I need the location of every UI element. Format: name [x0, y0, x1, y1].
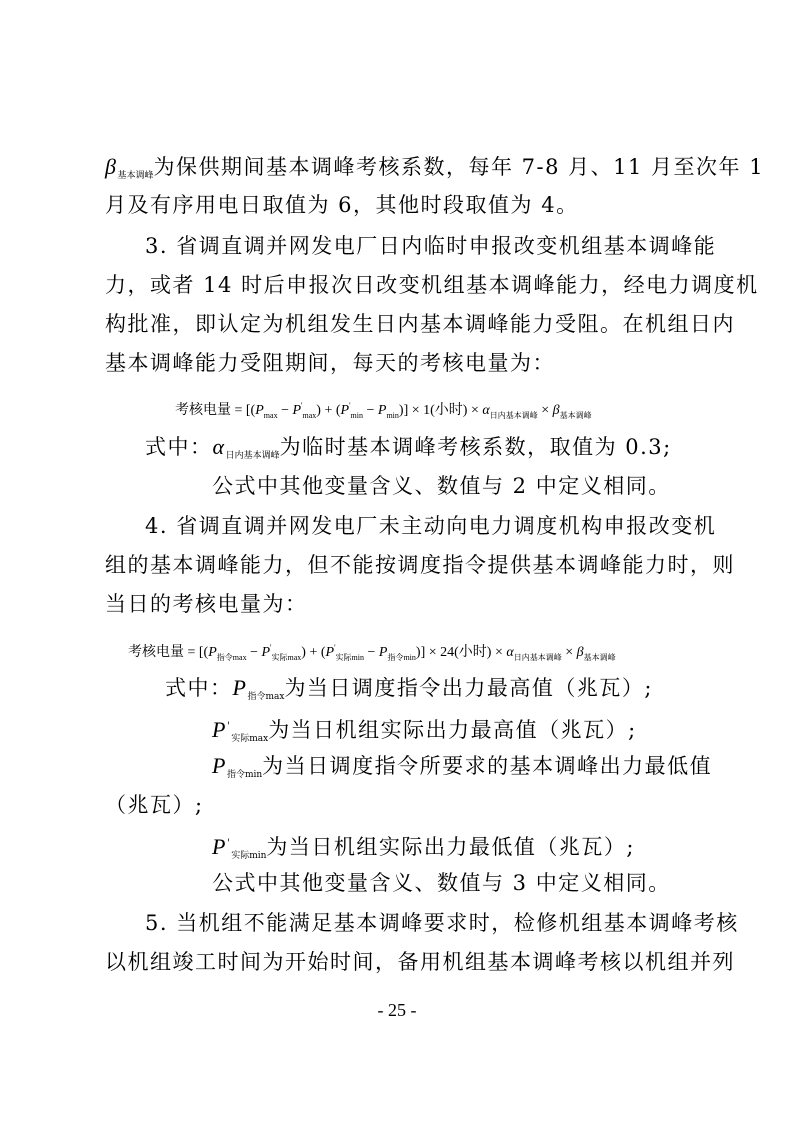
p-subscript: 实际max [231, 734, 269, 744]
line-text: （兆瓦）; [105, 793, 204, 817]
line-text: 公式中其他变量含义、数值与 2 中定义相同。 [212, 474, 671, 498]
line-text: 为当日机组实际出力最高值（兆瓦）; [268, 718, 637, 742]
formula-var: P [340, 403, 350, 418]
formula-var: P [378, 645, 388, 660]
alpha-symbol: α [212, 434, 226, 459]
formula-beta: β [552, 403, 560, 418]
line-text: 当日的考核电量为： [105, 592, 308, 616]
line-text: 3. 省调直调并网发电厂日内临时申报改变机组基本调峰能 [145, 234, 717, 258]
formula-sub: 实际min [335, 653, 364, 662]
paragraph-line [105, 190, 695, 220]
formula-sub: 指令min [387, 653, 416, 662]
line-prefix: 式中： [145, 435, 213, 459]
formula-var: P [377, 403, 387, 418]
paragraph-line [105, 270, 759, 300]
formula-sub: max [302, 411, 317, 420]
line-text: 基本调峰能力受阻期间，每天的考核电量为： [105, 351, 555, 375]
formula-sub: 实际max [271, 653, 302, 662]
formula-var: P [261, 645, 271, 660]
p-symbol: P [212, 717, 227, 742]
paragraph-line: $P'_{实际min}$为当日机组实际出力最低值（兆瓦）; [212, 834, 635, 861]
formula-var: P [255, 403, 264, 418]
formula-sub: 基本调峰 [559, 411, 592, 420]
line-text: 为临时基本调峰考核系数，取值为 0.3; [279, 435, 672, 459]
paragraph-line [212, 751, 794, 790]
formula-beta: β [576, 645, 584, 660]
formula-alpha: α [482, 403, 490, 418]
formula-sub: 指令max [216, 653, 247, 662]
p-subscript: 实际min [231, 851, 267, 861]
paragraph-line [105, 589, 695, 619]
p-symbol: P [212, 834, 227, 859]
line-text: 以机组竣工时间为开始时间，备用机组基本调峰考核以机组并列 [105, 950, 735, 974]
line-text: 构批准，即认定为机组发生日内基本调峰能力受阻。在机组日内 [105, 312, 735, 336]
beta-symbol: β [105, 154, 118, 179]
alpha-subscript: 日内基本调峰 [225, 451, 280, 461]
formula-sub: max [263, 411, 278, 420]
page-number: - 25 - [377, 1000, 417, 1020]
paragraph-line [105, 947, 735, 977]
formula-var: P [325, 645, 335, 660]
paragraph-line [212, 471, 794, 501]
paragraph-line [105, 348, 695, 378]
p-symbol: P [212, 753, 227, 778]
p-subscript: 指令max [247, 692, 285, 702]
formula-sub: min [350, 411, 363, 420]
paragraph-line [212, 868, 794, 898]
formula-sub: 基本调峰 [583, 653, 616, 662]
line-text: 为当日调度指令出力最高值（兆瓦）; [284, 676, 654, 700]
paragraph-line [105, 790, 695, 820]
line-text: 月及有序用电日取值为 6，其他时段取值为 4。 [105, 193, 579, 217]
line-text: 力，或者 14 时后申报次日改变机组基本调峰能力，经电力调度机 [105, 273, 759, 297]
paragraph-line: $P'_{实际max}$为当日机组实际出力最高值（兆瓦）; [212, 717, 637, 744]
paragraph-line [105, 152, 765, 191]
paragraph-line [145, 231, 735, 261]
paragraph-line [145, 511, 735, 541]
paragraph-line [105, 309, 735, 339]
formula-2: 考核电量 = $[(P_{指令max} - P'_{实际max}) + (P'_{实际min} - P_{指令min})] \times 24$(小时) × $\alpha_{日内基本调峰} \times \beta_{基本调峰}$ [128, 643, 616, 662]
formula-1: 考核电量 = $[(P_{max} - P'_{max}) + (P'_{min} - P_{min})] \times 1$(小时) × $\alpha_{日内基本调峰} \times \beta_{基本调峰}$ [175, 401, 592, 420]
line-text: 5. 当机组不能满足基本调峰要求时，检修机组基本调峰考核 [145, 911, 739, 935]
paragraph-line [145, 432, 735, 471]
paragraph-line [145, 908, 739, 938]
formula-hours: 24(小时) [440, 645, 492, 660]
paragraph-line [165, 673, 755, 712]
line-text: 为当日机组实际出力最低值（兆瓦）; [266, 835, 635, 859]
line-text: 为当日调度指令所要求的基本调峰出力最低值 [262, 754, 713, 778]
line-text: 为保供期间基本调峰考核系数，每年 7-8 月、11 月至次年 1 [153, 155, 765, 179]
p-symbol: P [232, 675, 248, 700]
p-subscript: 指令min [226, 770, 263, 780]
line-text: 组的基本调峰能力，但不能按调度指令提供基本调峰能力时，则 [105, 553, 735, 577]
formula-var: P [208, 645, 217, 660]
formula-var: P [292, 403, 302, 418]
formula-sub: 日内基本调峰 [489, 411, 538, 420]
formula-alpha: α [506, 645, 514, 660]
beta-subscript: 基本调峰 [117, 171, 154, 181]
line-text: 公式中其他变量含义、数值与 3 中定义相同。 [212, 871, 671, 895]
formula-lhs: 考核电量 [128, 645, 184, 660]
formula-sub: 日内基本调峰 [513, 653, 562, 662]
paragraph-line [105, 550, 735, 580]
line-prefix: 式中： [165, 676, 233, 700]
formula-sub: min [386, 411, 399, 420]
formula-hours: 1(小时) [423, 403, 468, 418]
line-text: 4. 省调直调并网发电厂未主动向电力调度机构申报改变机 [145, 514, 717, 538]
formula-lhs: 考核电量 [175, 403, 231, 418]
